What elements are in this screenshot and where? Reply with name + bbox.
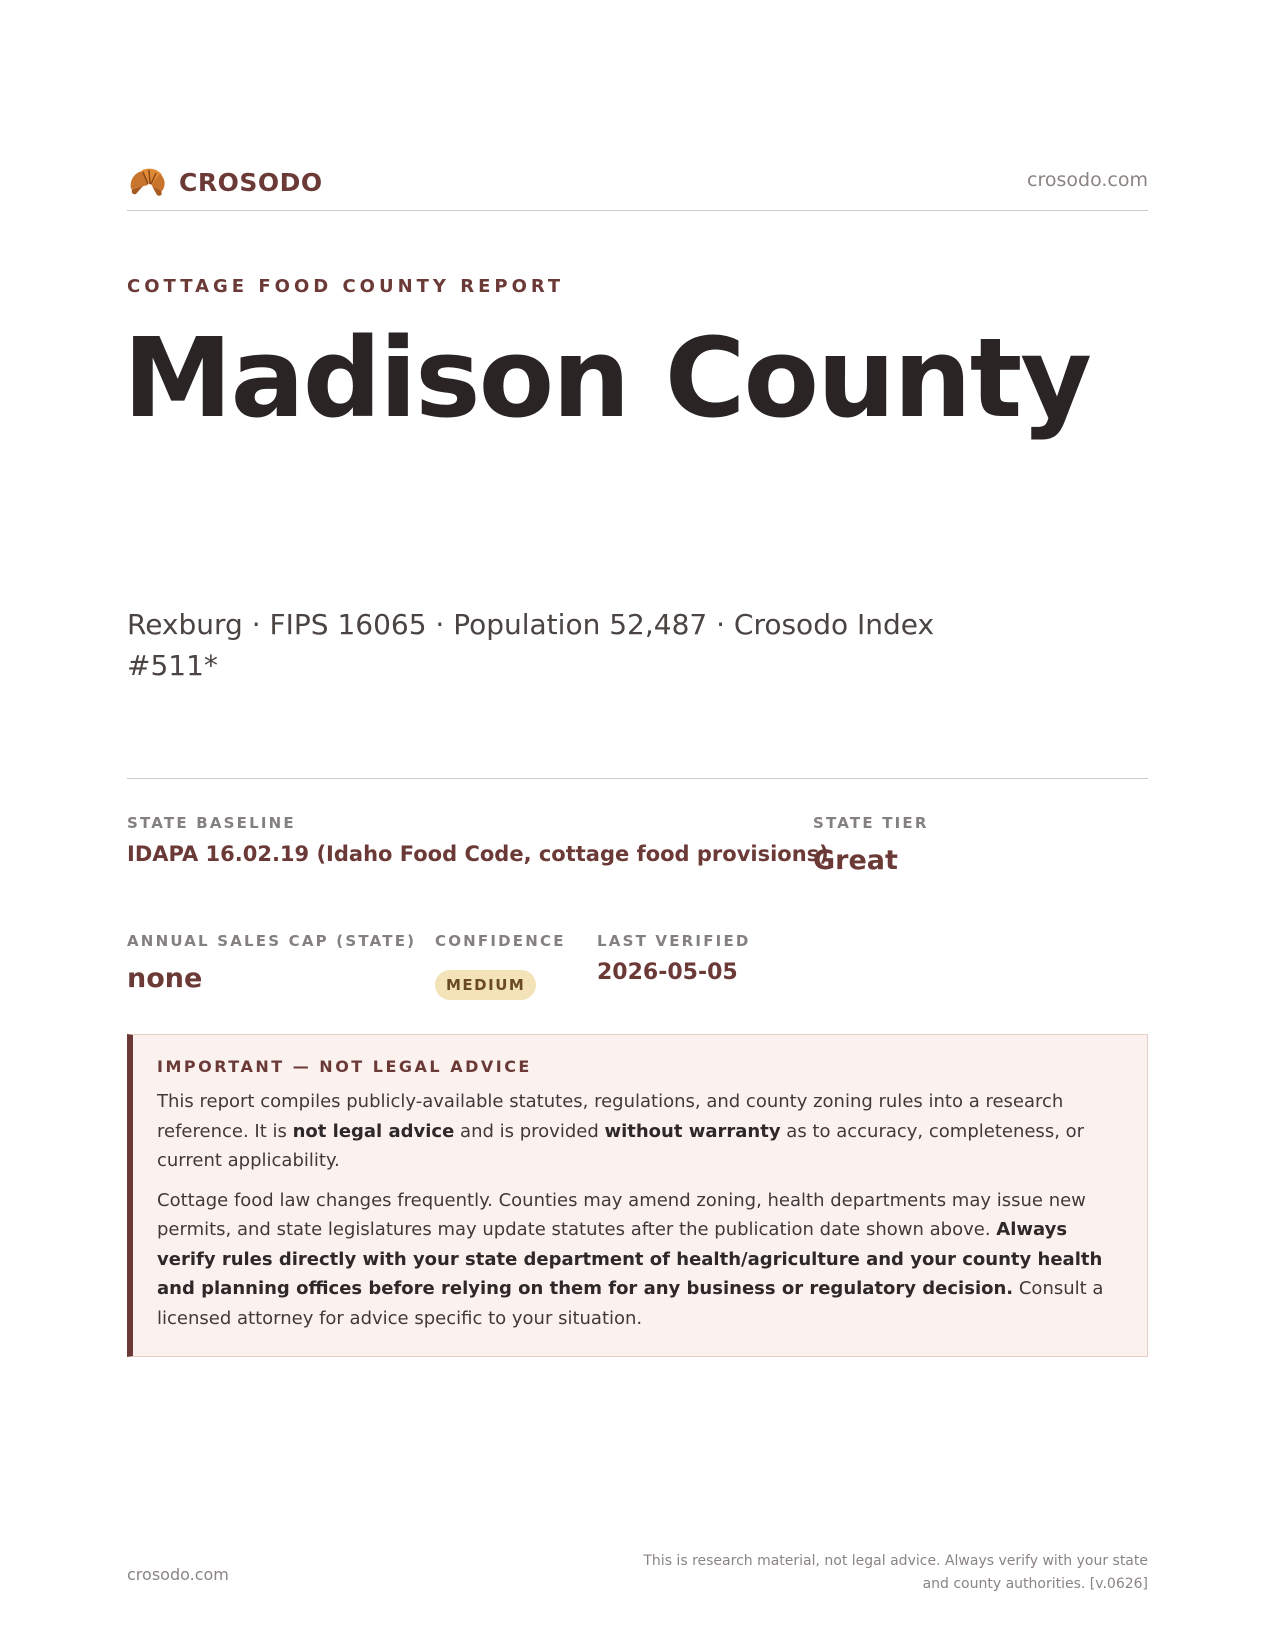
notice-paragraph-1 xyxy=(157,1087,1125,1176)
page-header xyxy=(127,158,1148,210)
notice-emphasis: without warranty xyxy=(604,1120,781,1142)
site-url[interactable]: crosodo.com xyxy=(1027,169,1148,191)
notice-paragraph-2 xyxy=(157,1186,1125,1334)
state-baseline-label: STATE BASELINE xyxy=(127,814,296,832)
footer-site-url[interactable]: crosodo.com xyxy=(127,1565,229,1584)
legal-notice xyxy=(127,1034,1148,1357)
notice-emphasis: not legal advice xyxy=(292,1120,455,1142)
state-tier-label: STATE TIER xyxy=(813,814,929,832)
sales-cap-label: ANNUAL SALES CAP (STATE) xyxy=(127,932,417,950)
notice-text: and is provided xyxy=(454,1120,605,1142)
sales-cap-value: none xyxy=(127,963,203,994)
report-eyebrow: COTTAGE FOOD COUNTY REPORT xyxy=(127,276,565,297)
state-tier-value: Great xyxy=(813,845,898,876)
notice-text: Cottage food law changes frequently. Counties may amend zoning, health departments may issue new permits, and state legislatures may update statutes after the publication date shown above. xyxy=(157,1189,1086,1240)
brand[interactable] xyxy=(127,162,323,202)
croissant-icon xyxy=(127,162,167,202)
section-divider xyxy=(127,778,1148,779)
notice-text: as to accuracy, completeness, or current applicability. xyxy=(157,1120,1085,1171)
notice-title: IMPORTANT — NOT LEGAL ADVICE xyxy=(157,1057,532,1076)
page-title: Madison County xyxy=(123,314,1090,442)
brand-name: CROSODO xyxy=(179,167,323,197)
header-divider xyxy=(127,210,1148,211)
last-verified-label: LAST VERIFIED xyxy=(597,932,751,950)
notice-emphasis: Always verify rules directly with your state department of health/agriculture and your county health and planning offices before relying on them for any business or regulatory decision. xyxy=(157,1219,1103,1299)
notice-text: Consult a licensed attorney for advice specific to your situation. xyxy=(157,1278,1104,1329)
notice-text: This report compiles publicly-available statutes, regulations, and county zoning rules into a research reference. It is xyxy=(157,1091,1064,1142)
county-subtitle: Rexburg · FIPS 16065 · Population 52,487 · Crosodo Index #511* xyxy=(127,608,935,682)
confidence-badge: MEDIUM xyxy=(435,970,536,1000)
state-baseline-value: IDAPA 16.02.19 (Idaho Food Code, cottage food provisions) xyxy=(127,842,829,866)
last-verified-value: 2026-05-05 xyxy=(597,960,738,985)
report-page xyxy=(123,0,1148,1650)
footer-disclaimer: This is research material, not legal advice. Always verify with your state and county authorities. [v.0626] xyxy=(643,1553,1148,1592)
confidence-label: CONFIDENCE xyxy=(435,932,566,950)
